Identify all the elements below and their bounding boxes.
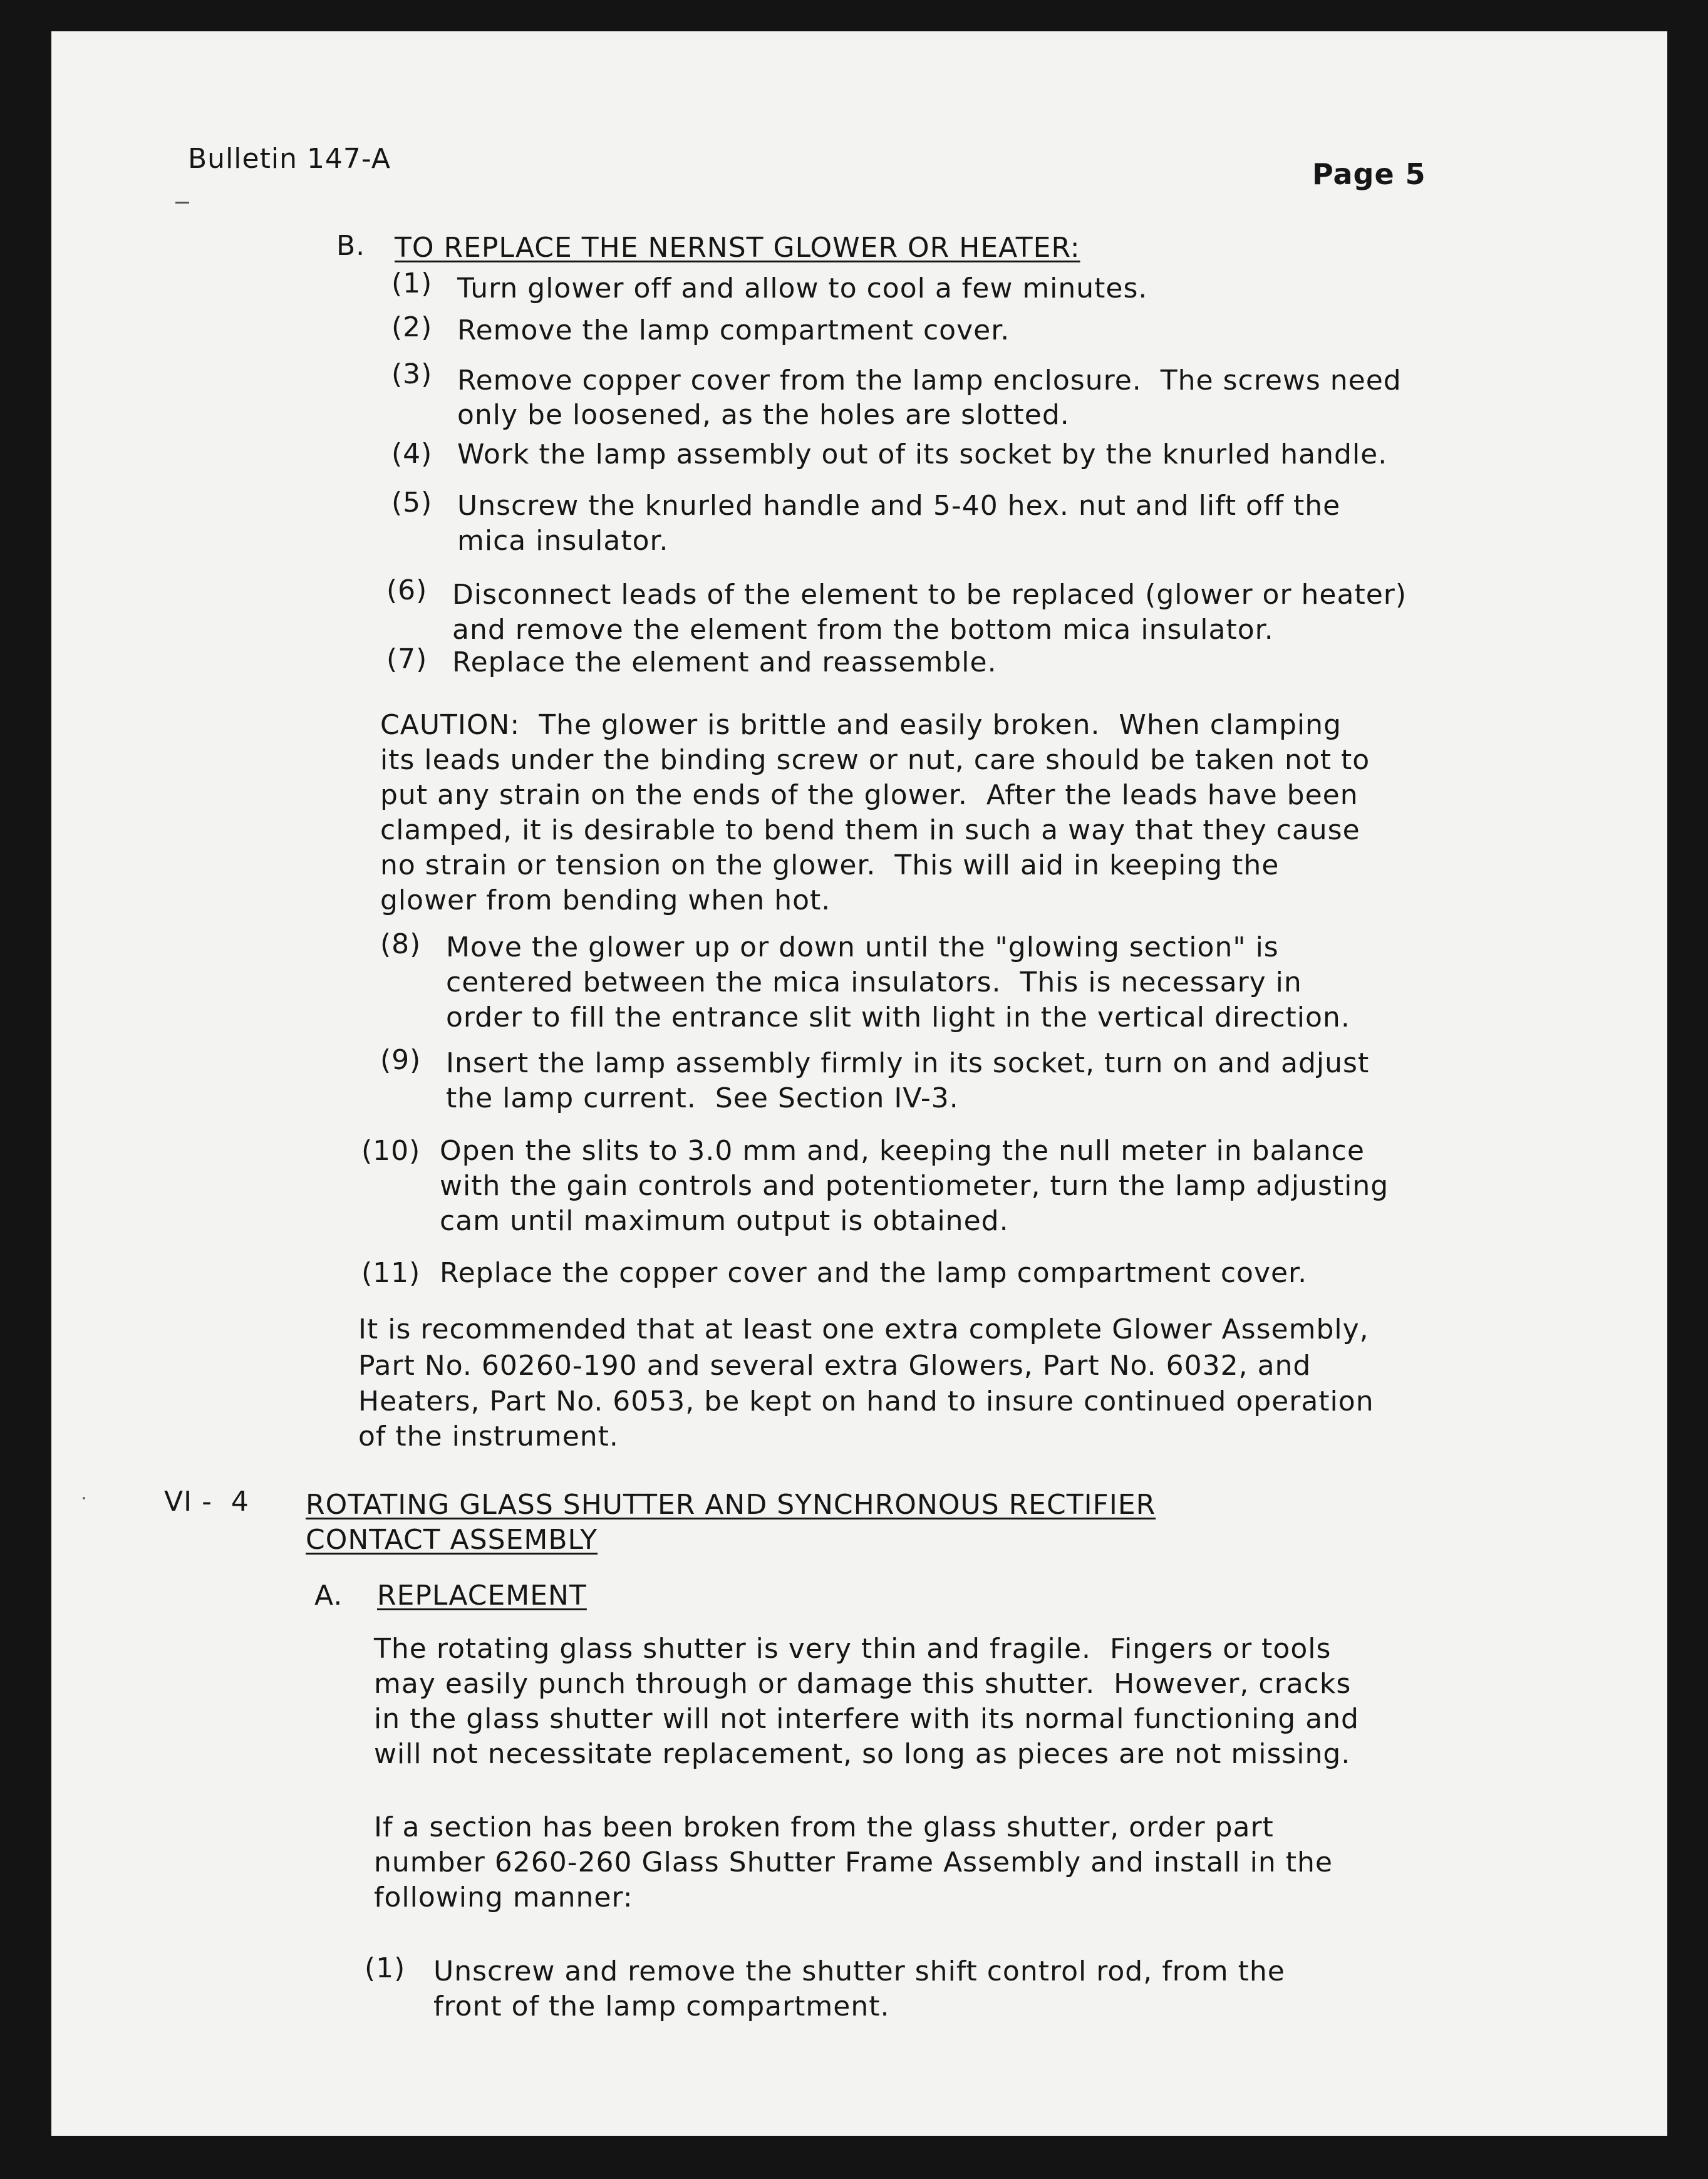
step-text: Replace the copper cover and the lamp compartment cover. (440, 1257, 1308, 1289)
paragraph-line: If a section has been broken from the glass shutter, order part (374, 1811, 1274, 1843)
step-text: Remove copper cover from the lamp enclosure. The screws need (457, 365, 1402, 396)
section-b-heading: TO REPLACE THE NERNST GLOWER OR HEATER: (395, 232, 1080, 264)
paragraph-line: in the glass shutter will not interfere with its normal functioning and (374, 1703, 1359, 1735)
section-heading: ROTATING GLASS SHUTTER AND SYNCHRONOUS RECTIFIER (306, 1489, 1156, 1521)
paper-speck (83, 1497, 85, 1499)
bulletin-number: Bulletin 147-A (188, 143, 391, 175)
step-text: only be loosened, as the holes are slotted. (457, 399, 1070, 431)
step-number: (1) (365, 1952, 406, 1984)
paragraph-line: of the instrument. (358, 1421, 619, 1452)
document-page (51, 31, 1667, 2136)
paragraph-line: The rotating glass shutter is very thin and fragile. Fingers or tools (374, 1633, 1332, 1665)
step-text: order to fill the entrance slit with light in the vertical direction. (446, 1002, 1350, 1033)
subsection-label: A. (314, 1580, 343, 1612)
step-number: (8) (380, 928, 422, 960)
paragraph-line: Part No. 60260-190 and several extra Glowers, Part No. 6032, and (358, 1350, 1312, 1382)
section-b-label: B. (336, 230, 366, 262)
step-text: cam until maximum output is obtained. (440, 1205, 1009, 1237)
step-text: Disconnect leads of the element to be replaced (glower or heater) (452, 579, 1407, 611)
step-number: (2) (391, 311, 433, 343)
page-number: Page 5 (1312, 157, 1426, 191)
step-text: and remove the element from the bottom mica insulator. (452, 614, 1274, 646)
paragraph-line: will not necessitate replacement, so long as pieces are not missing. (374, 1738, 1351, 1770)
step-number: (10) (361, 1135, 421, 1167)
step-number: (11) (361, 1257, 421, 1289)
caution-line: no strain or tension on the glower. This will aid in keeping the (380, 849, 1280, 881)
step-text: Unscrew and remove the shutter shift control rod, from the (433, 1955, 1285, 1987)
step-number: (3) (391, 358, 433, 390)
step-number: (1) (391, 267, 433, 299)
step-text: mica insulator. (457, 525, 669, 557)
paragraph-line: following manner: (374, 1881, 633, 1913)
caution-line: CAUTION: The glower is brittle and easily broken. When clamping (380, 709, 1342, 741)
step-text: Turn glower off and allow to cool a few minutes. (457, 272, 1148, 304)
paragraph-line: number 6260-260 Glass Shutter Frame Assembly and install in the (374, 1846, 1333, 1878)
caution-line: put any strain on the ends of the glower. After the leads have been (380, 779, 1359, 811)
step-text: front of the lamp compartment. (433, 1990, 890, 2022)
section-number: VI - 4 (164, 1486, 249, 1518)
step-number: (6) (386, 574, 428, 606)
step-text: Replace the element and reassemble. (452, 646, 997, 678)
caution-line: glower from bending when hot. (380, 884, 831, 916)
margin-mark (175, 202, 189, 204)
step-text: Open the slits to 3.0 mm and, keeping the null meter in balance (440, 1135, 1365, 1167)
section-heading: CONTACT ASSEMBLY (306, 1524, 598, 1556)
subsection-heading: REPLACEMENT (377, 1580, 587, 1612)
caution-line: its leads under the binding screw or nut, care should be taken not to (380, 744, 1370, 776)
paragraph-line: It is recommended that at least one extra complete Glower Assembly, (358, 1313, 1369, 1345)
paragraph-line: may easily punch through or damage this shutter. However, cracks (374, 1668, 1352, 1700)
step-text: centered between the mica insulators. This is necessary in (446, 966, 1302, 998)
step-number: (9) (380, 1044, 422, 1076)
step-text: Work the lamp assembly out of its socket by the knurled handle. (457, 438, 1388, 470)
step-text: Remove the lamp compartment cover. (457, 314, 1010, 346)
step-text: with the gain controls and potentiometer, turn the lamp adjusting (440, 1170, 1389, 1202)
paragraph-line: Heaters, Part No. 6053, be kept on hand to insure continued operation (358, 1385, 1374, 1417)
step-text: the lamp current. See Section IV-3. (446, 1082, 959, 1114)
step-number: (7) (386, 643, 428, 675)
step-text: Unscrew the knurled handle and 5-40 hex. nut and lift off the (457, 490, 1341, 522)
step-number: (4) (391, 438, 433, 470)
step-text: Move the glower up or down until the "glowing section" is (446, 931, 1279, 963)
step-number: (5) (391, 487, 433, 519)
step-text: Insert the lamp assembly firmly in its socket, turn on and adjust (446, 1047, 1370, 1079)
caution-line: clamped, it is desirable to bend them in such a way that they cause (380, 814, 1360, 846)
